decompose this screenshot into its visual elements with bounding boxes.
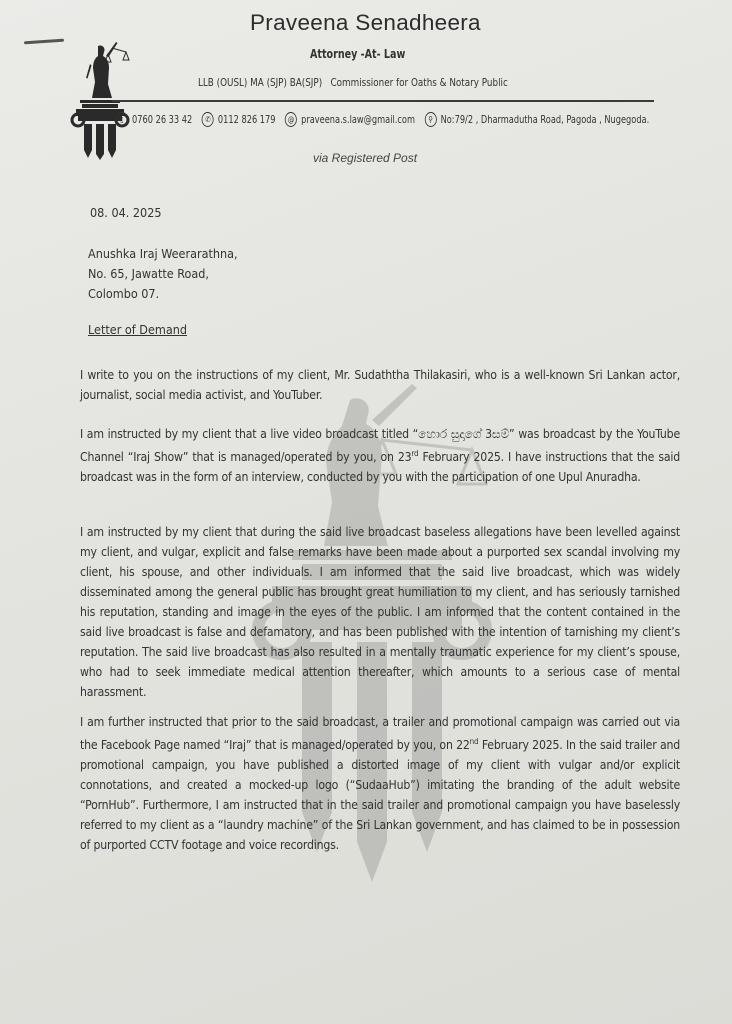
letter-date: 08. 04. 2025 [90, 205, 162, 220]
email-address: praveena.s.law@gmail.com [301, 113, 415, 126]
contact-line [116, 112, 649, 127]
at-icon: @ [285, 112, 297, 127]
phone-icon: ✆ [202, 112, 214, 127]
paragraph-3: I am instructed by my client that during the said live broadcast baseless allegations have been levelled against my client, and vulgar, explicit and false remarks have been made about a purported sex scandal involving my client, his spouse, and other individuals. I am informed that the said live broadcast, which was widely disseminated among the general public has brought great humiliation to my client, and has seriously tarnished his reputation, standing and image in the eyes of the public. I am informed that the content contained in the said live broadcast is false and defamatory, and has been published with the intention of tarnishing my client’s reputation. The said live broadcast has also resulted in a mentally traumatic experience for my client’s spouse, who had to seek immediate medical attention thereafter, which amounts to a serious case of mental harassment. [80, 525, 680, 699]
mobile-icon: ▯ [116, 112, 128, 127]
attorney-name: Praveena Senadheera [250, 10, 481, 35]
letterhead-divider [112, 100, 654, 102]
recipient-name: Anushka Iraj Weerarathna, [88, 246, 238, 261]
pen-mark [24, 39, 64, 45]
delivery-method: via Registered Post [313, 151, 418, 165]
ordinal-suffix: rd [411, 449, 419, 458]
mobile-number: 0760 26 33 42 [132, 113, 193, 126]
paragraph-4-part-a: I am further instructed that prior to the said broadcast, a trailer and promotional campaign was carried out via the Facebook Page named “Iraj” that is managed/operated by you, on 22 [80, 715, 680, 753]
ordinal-suffix: nd [469, 737, 479, 746]
paragraph-1: I write to you on the instructions of my client, Mr. Sudaththa Thilakasiri, who is a well-known Sri Lankan actor, journalist, social media activist, and YouTuber. [80, 368, 680, 402]
letter-subject: Letter of Demand [88, 322, 187, 337]
lady-justice-logo-icon [68, 38, 138, 160]
paragraph-2-part-a: I am instructed by my client that a live video broadcast titled “හොර සුදාගේ 3සම්” was broadcast by the YouTube Channel “Iraj Show” that is managed/operated by you, on 23 [80, 427, 680, 465]
paragraph-4-part-b: February 2025. In the said trailer and promotional campaign, you have published a distorted image of my client with vulgar and/or explicit connotations, and created a mocked-up logo (“SudaaHub”) imitating the branding of the adult website “PornHub”. Furthermore, I am instructed that in the said trailer and promotional campaign you have baselessly referred to my client as a “laundry machine” of the Sri Lankan government, and has claimed to be in possession of purported CCTV footage and voice recordings. [80, 738, 680, 853]
phone-number: 0112 826 179 [217, 113, 276, 126]
recipient-address [88, 244, 238, 304]
attorney-qualifications: LLB (OUSL) MA (SJP) BA(SJP) Commissioner for Oaths & Notary Public [198, 76, 508, 89]
recipient-street: No. 65, Jawatte Road, [88, 266, 209, 281]
paragraph-2-part-b: February 2025. I have instructions that the said broadcast was in the form of an interview, conducted by you with the participation of one Upul Anuradha. [80, 450, 680, 485]
paragraph-2 [80, 424, 680, 487]
recipient-city: Colombo 07. [88, 286, 160, 301]
location-pin-icon: ⚲ [425, 112, 437, 127]
attorney-title: Attorney -At- Law [310, 46, 406, 61]
office-address: No:79/2 , Dharmadutha Road, Pagoda , Nugegoda. [440, 113, 650, 126]
paragraph-4 [80, 712, 680, 855]
